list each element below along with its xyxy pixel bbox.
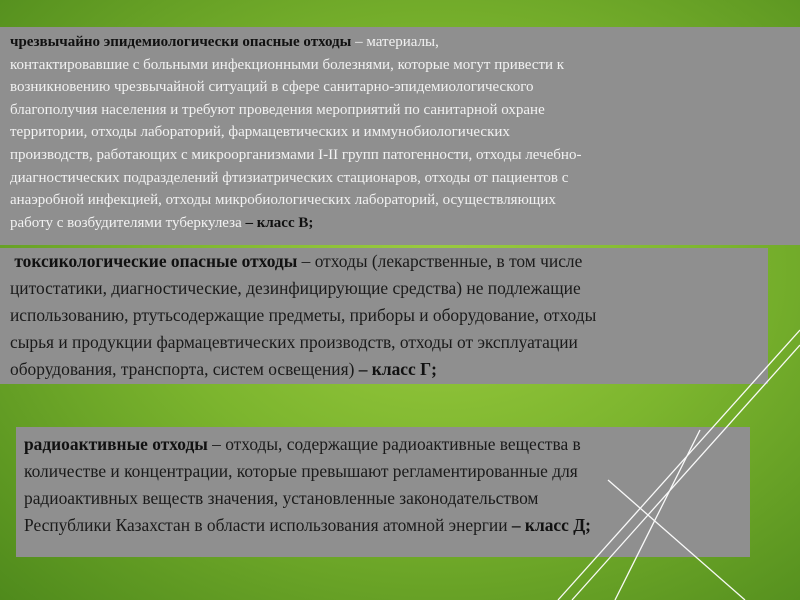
- class-d-line-1: [24, 431, 750, 458]
- text-block-class-d: [16, 427, 750, 557]
- class-g-label: – класс Г;: [358, 359, 437, 379]
- class-g-line: использованию, ртутьсодержащие предметы, приборы и оборудование, отходы: [10, 305, 597, 325]
- class-d-line1-tail: – отходы, содержащие радиоактивные вещества в: [207, 434, 581, 454]
- class-g-line: цитостатики, диагностические, дезинфицирующие средства) не подлежащие: [10, 278, 581, 298]
- class-d-label: – класс Д;: [511, 515, 591, 535]
- class-v-line: анаэробной инфекцией, отходы микробиологических лабораторий, осуществляющих: [10, 192, 556, 209]
- class-v-line: территории, отходы лабораторий, фармацевтических и иммунобиологических: [10, 124, 510, 141]
- class-d-last-line: [24, 512, 750, 539]
- class-v-line: диагностических подразделений фтизиатрических стационаров, отходы от пациентов с: [10, 169, 569, 186]
- class-g-last-line: [10, 356, 768, 383]
- class-d-line: радиоактивных веществ значения, установленные законодательством: [24, 488, 539, 508]
- class-g-line: сырья и продукции фармацевтических производств, отходы от эксплуатации: [10, 332, 578, 352]
- class-v-line-1: [10, 31, 800, 54]
- class-g-line-1: [10, 248, 768, 275]
- text-block-class-v: [0, 27, 800, 245]
- class-v-line: благополучия населения и требуют проведения мероприятий по санитарной охране: [10, 101, 545, 118]
- class-v-term: чрезвычайно эпидемиологически опасные отходы: [10, 34, 352, 50]
- text-block-class-g: [0, 248, 768, 384]
- class-g-last-text: оборудования, транспорта, систем освещения): [10, 359, 359, 379]
- class-d-term: радиоактивные отходы: [24, 434, 208, 454]
- class-v-last-line: [10, 212, 800, 235]
- class-d-line: количестве и концентрации, которые превышают регламентированные для: [24, 461, 578, 481]
- class-d-last-text: Республики Казахстан в области использования атомной энергии: [24, 515, 512, 535]
- class-v-last-text: работу с возбудителями туберкулеза: [10, 214, 246, 231]
- class-v-line: возникновению чрезвычайной ситуаций в сфере санитарно-эпидемиологического: [10, 79, 534, 96]
- class-v-line1-tail: материалы,: [366, 34, 439, 50]
- class-g-line1-tail: – отходы (лекарственные, в том числе: [297, 251, 583, 271]
- class-v-label: – класс В;: [245, 214, 314, 231]
- class-v-line: контактировавшие с больными инфекционными болезнями, которые могут привести к: [10, 56, 565, 73]
- class-v-dash: –: [351, 34, 367, 50]
- class-v-line: производств, работающих с микроорганизмами I-II групп патогенности, отходы лечебно-: [10, 146, 582, 163]
- class-g-term: токсикологические опасные отходы: [14, 251, 298, 271]
